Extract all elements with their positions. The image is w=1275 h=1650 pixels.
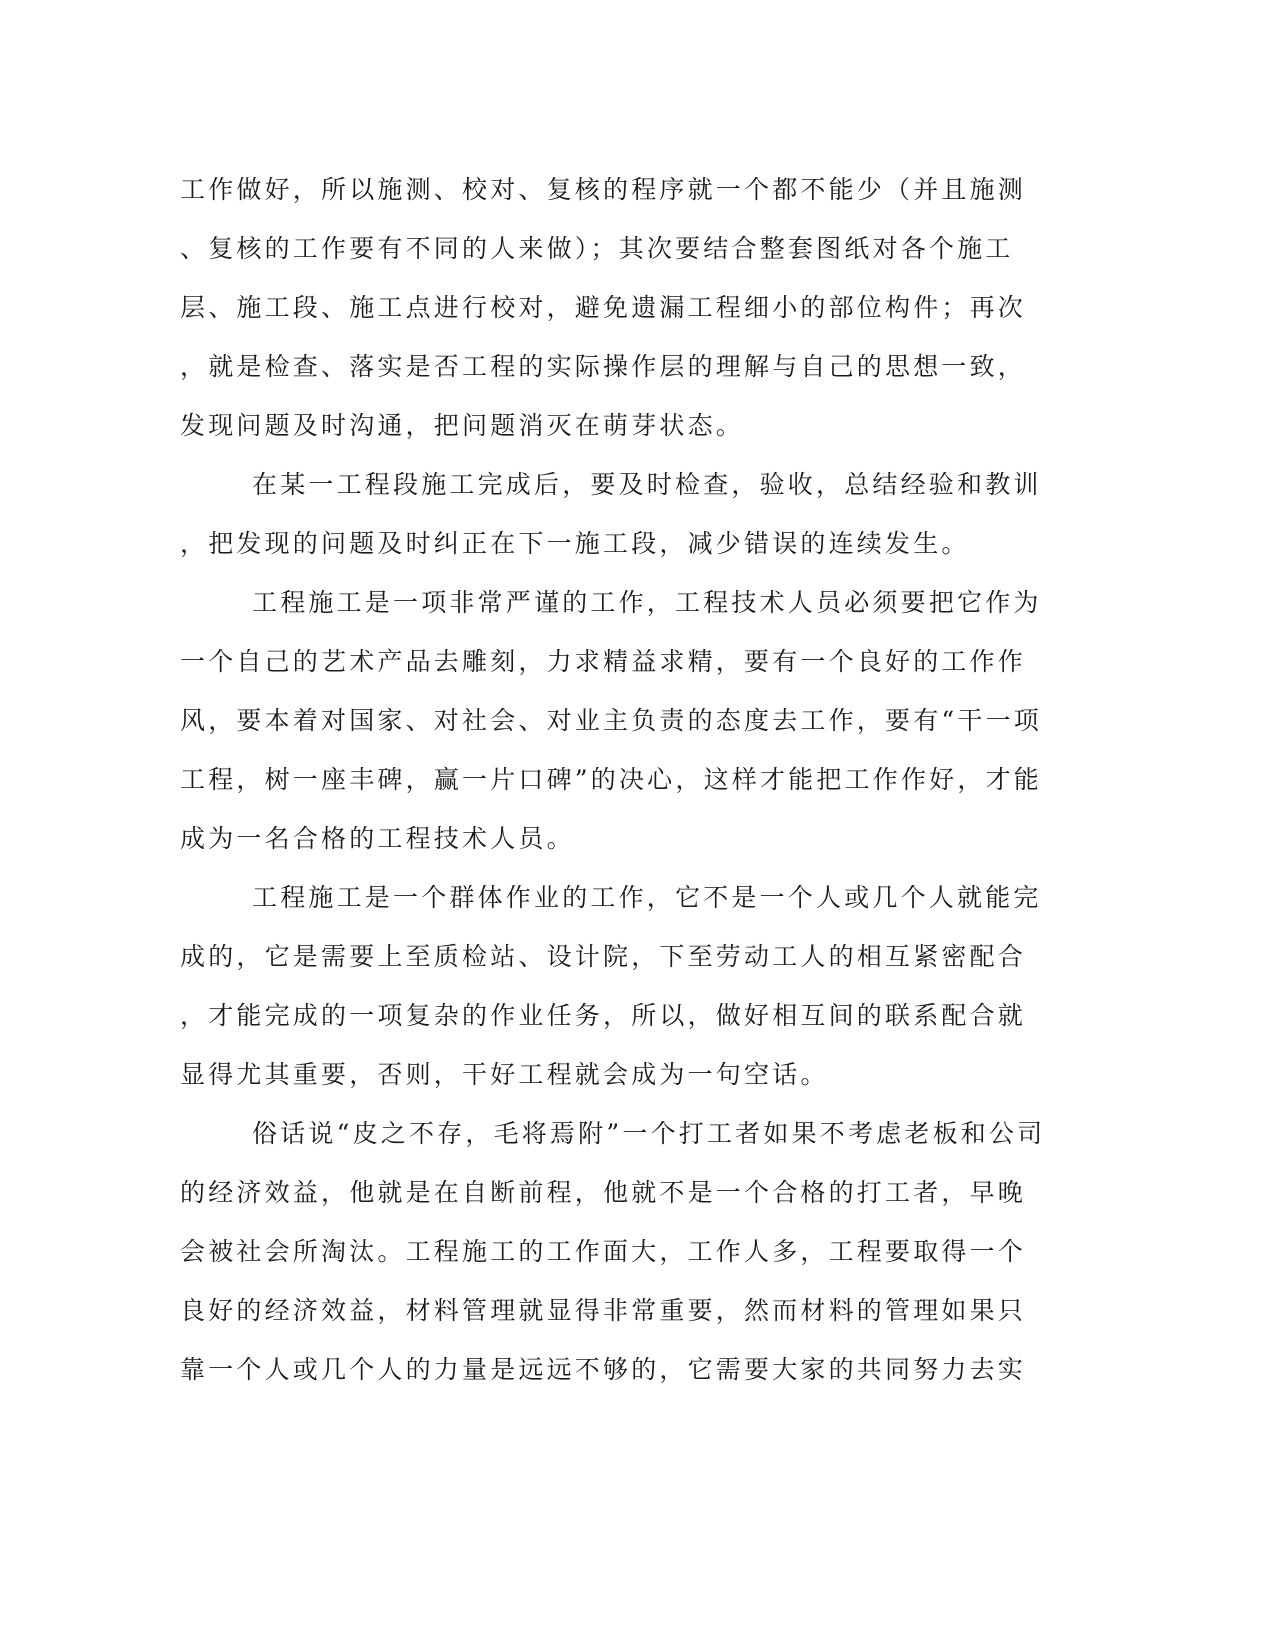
paragraph-rigor xyxy=(180,573,1040,868)
text-line: 会被社会所淘汰。工程施工的工作面大，工作人多，工程要取得一个 xyxy=(180,1237,1027,1266)
text-line: 层、施工段、施工点进行校对，避免遗漏工程细小的部位构件；再次 xyxy=(180,293,1027,322)
text-line: 一个自己的艺术产品去雕刻，力求精益求精，要有一个良好的工作作 xyxy=(180,647,1027,676)
text-line: 工程施工是一项非常严谨的工作，工程技术人员必须要把它作为 xyxy=(252,588,1042,617)
text-line: 俗话说“皮之不存，毛将焉附”一个打工者如果不考虑老板和公司 xyxy=(252,1119,1046,1148)
text-line: 工程，树一座丰碑，赢一片口碑”的决心，这样才能把工作作好，才能 xyxy=(180,765,1042,794)
text-line: ，把发现的问题及时纠正在下一施工段，减少错误的连续发生。 xyxy=(180,529,970,558)
text-line: 、复核的工作要有不同的人来做）；其次要结合整套图纸对各个施工 xyxy=(180,234,1014,263)
text-line: 成的，它是需要上至质检站、设计院，下至劳动工人的相互紧密配合 xyxy=(180,942,1027,971)
document-body xyxy=(180,160,1046,1399)
text-line: 的经济效益，他就是在自断前程，他就不是一个合格的打工者，早晚 xyxy=(180,1178,1027,1207)
text-line: 成为一名合格的工程技术人员。 xyxy=(180,824,575,853)
text-line: 靠一个人或几个人的力量是远远不够的，它需要大家的共同努力去实 xyxy=(180,1355,1027,1384)
paragraph-materials xyxy=(180,1104,1046,1399)
paragraph-teamwork xyxy=(180,868,1040,1104)
text-line: 良好的经济效益，材料管理就显得非常重要，然而材料的管理如果只 xyxy=(180,1296,1027,1325)
paragraph-inspection xyxy=(180,455,1040,573)
text-line: 发现问题及时沟通，把问题消灭在萌芽状态。 xyxy=(180,411,745,440)
text-line: 工程施工是一个群体作业的工作，它不是一个人或几个人就能完 xyxy=(252,883,1042,912)
text-line: 工作做好，所以施测、校对、复核的程序就一个都不能少（并且施测 xyxy=(180,175,1027,204)
text-line: ，就是检查、落实是否工程的实际操作层的理解与自己的思想一致， xyxy=(180,352,1027,381)
paragraph-survey-procedure xyxy=(180,160,1040,455)
text-line: 显得尤其重要，否则，干好工程就会成为一句空话。 xyxy=(180,1060,829,1089)
text-line: ，才能完成的一项复杂的作业任务，所以，做好相互间的联系配合就 xyxy=(180,1001,1027,1030)
text-line: 在某一工程段施工完成后，要及时检查，验收，总结经验和教训 xyxy=(252,470,1042,499)
text-line: 风，要本着对国家、对社会、对业主负责的态度去工作，要有“干一项 xyxy=(180,706,1042,735)
